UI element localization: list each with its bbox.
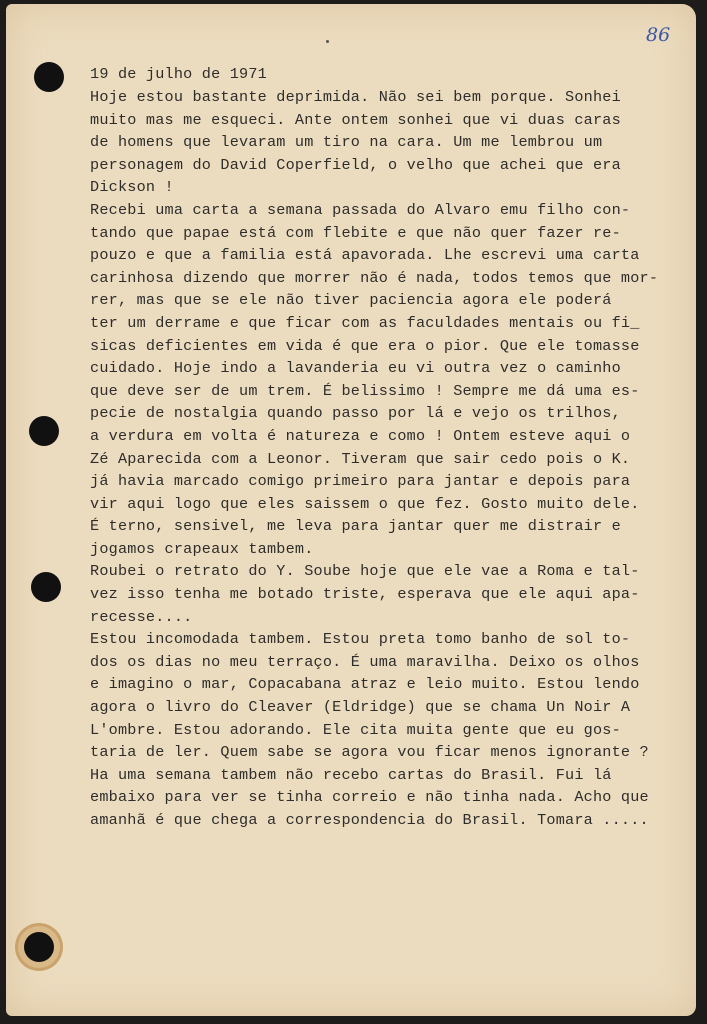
page-number: 86: [646, 24, 671, 46]
text-line: vir aqui logo que eles saissem o que fez. Gosto muito dele.: [90, 494, 640, 513]
text-line: amanhã é que chega a correspondencia do Brasil. Tomara .....: [90, 811, 649, 829]
text-line: a verdura em volta é natureza e como ! Ontem esteve aqui o: [90, 426, 631, 445]
text-line: carinhosa dizendo que morrer não é nada, todos temos que mor-: [90, 268, 659, 287]
text-line: Hoje estou bastante deprimida. Não sei bem porque. Sonhei: [90, 88, 621, 106]
text-line: pecie de nostalgia quando passo por lá e vejo os trilhos,: [90, 404, 621, 423]
text-line: tando que papae está com flebite e que não quer fazer re-: [90, 223, 621, 242]
punch-hole-bottom: [24, 932, 54, 962]
text-line: muito mas me esqueci. Ante ontem sonhei que vi duas caras: [90, 110, 621, 129]
text-line: dos os dias no meu terraço. É uma maravilha. Deixo os olhos: [90, 652, 640, 671]
text-line: que deve ser de um trem. É belissimo ! Sempre me dá uma es-: [90, 381, 640, 400]
punch-hole-lower: [31, 572, 61, 602]
diary-entry: [90, 62, 700, 832]
punch-hole-middle: [29, 416, 59, 446]
text-line: embaixo para ver se tinha correio e não tinha nada. Acho que: [90, 788, 649, 807]
text-line: e imagino o mar, Copacabana atraz e leio muito. Estou lendo: [90, 675, 640, 694]
text-line: cuidado. Hoje indo a lavanderia eu vi outra vez o caminho: [90, 359, 621, 378]
text-line: Roubei o retrato do Y. Soube hoje que ele vae a Roma e tal-: [90, 562, 640, 581]
text-line: Dickson !: [90, 178, 174, 197]
punch-hole-top: [34, 62, 64, 92]
typewritten-page: [6, 4, 696, 1016]
entry-body: [90, 86, 700, 832]
text-line: pouzo e que a familia está apavorada. Lhe escrevi uma carta: [90, 246, 640, 265]
text-line: agora o livro do Cleaver (Eldridge) que se chama Un Noir A: [90, 698, 631, 717]
text-line: Zé Aparecida com a Leonor. Tiveram que sair cedo pois o K.: [90, 449, 631, 468]
text-line: vez isso tenha me botado triste, esperava que ele aqui apa-: [90, 585, 640, 604]
text-line: Recebi uma carta a semana passada do Alvaro emu filho con-: [90, 200, 631, 219]
ink-dot: [326, 40, 329, 43]
text-line: jogamos crapeaux tambem.: [90, 539, 314, 558]
text-line: de homens que levaram um tiro na cara. Um me lembrou um: [90, 133, 603, 152]
text-line: recesse....: [90, 607, 193, 626]
text-line: ter um derrame e que ficar com as faculdades mentais ou fi_: [90, 313, 640, 332]
text-line: já havia marcado comigo primeiro para jantar e depois para: [90, 472, 631, 491]
text-line: L'ombre. Estou adorando. Ele cita muita gente que eu gos-: [90, 720, 621, 739]
text-line: Ha uma semana tambem não recebo cartas do Brasil. Fui lá: [90, 765, 612, 784]
text-line: Estou incomodada tambem. Estou preta tomo banho de sol to-: [90, 630, 631, 649]
text-line: rer, mas que se ele não tiver paciencia agora ele poderá: [90, 291, 612, 310]
text-line: sicas deficientes em vida é que era o pior. Que ele tomasse: [90, 336, 640, 355]
text-line: É terno, sensivel, me leva para jantar quer me distrair e: [90, 517, 621, 536]
entry-date: 19 de julho de 1971: [90, 65, 267, 83]
text-line: taria de ler. Quem sabe se agora vou ficar menos ignorante ?: [90, 743, 649, 762]
text-line: personagem do David Coperfield, o velho que achei que era: [90, 155, 621, 174]
